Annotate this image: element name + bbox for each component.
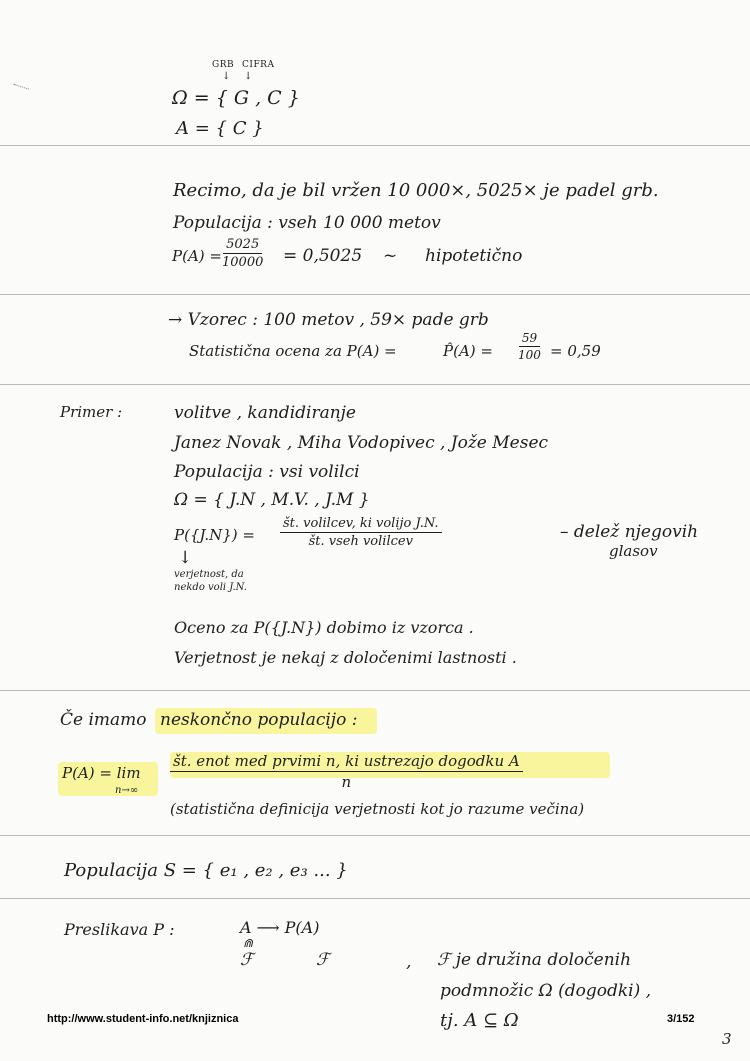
omega-equation: Ω = { G , C } <box>172 87 300 109</box>
lim-subscript: n→∞ <box>115 785 139 796</box>
ruled-line <box>0 294 750 295</box>
populacija-volilci: Populacija : vsi volilci <box>174 462 360 482</box>
verjetnost-lastnosti: Verjetnost je nekaj z določenimi lastnosti . <box>174 648 517 667</box>
frac-num: 5025 <box>223 237 262 254</box>
omega-candidates: Ω = { J.N , M.V. , J.M } <box>174 490 370 510</box>
p-jn-fraction <box>280 516 442 549</box>
footer-url[interactable]: http://www.student-info.net/knjiznica <box>47 1013 239 1025</box>
ruled-line <box>0 835 750 836</box>
cifra-arrow: ↓ <box>244 71 253 82</box>
f-symbol-right: ℱ <box>316 950 330 970</box>
ruled-line <box>0 898 750 899</box>
frac-num: št. enot med prvimi n, ki ustrezajo dogodku A <box>170 752 523 772</box>
frac-den: 100 <box>518 348 541 362</box>
grb-arrow: ↓ <box>222 71 231 82</box>
ce-imamo: Če imamo <box>60 710 147 730</box>
a-to-pa: A ⟶ P(A) <box>240 918 320 937</box>
comma: , <box>406 952 412 972</box>
frac-num: št. volilcev, ki volijo J.N. <box>280 516 442 533</box>
pa-lim: P(A) = lim <box>62 764 141 782</box>
ocena-label: Statistična ocena za P(A) = <box>189 342 397 360</box>
pa-left: P(A) = <box>172 247 222 265</box>
populacija-s: Populacija S = { e₁ , e₂ , e₃ ... } <box>64 860 348 881</box>
f-symbol-left: ℱ <box>240 950 254 970</box>
verjetnost-note-1: verjetnost, da <box>174 569 244 580</box>
f-text-2: podmnožic Ω (dogodki) , <box>440 981 652 1001</box>
recimo-line: Recimo, da je bil vržen 10 000×, 5025× je padel grb. <box>173 180 659 201</box>
frac-num: 59 <box>519 331 540 347</box>
frac-den: št. vseh volilcev <box>308 534 413 549</box>
pa-right: = 0,5025 <box>283 246 363 266</box>
ruled-line <box>0 145 750 146</box>
p-jn: P({J.N}) = <box>174 526 255 544</box>
preslikava-label: Preslikava P : <box>64 920 175 939</box>
volitve-line: volitve , kandidiranje <box>174 403 356 423</box>
statisticna-definicija: (statistična definicija verjetnosti kot jo razume večina) <box>170 800 585 818</box>
frac-den: n <box>341 773 352 791</box>
pa-fraction <box>222 237 263 270</box>
corner-page-number: 3 <box>722 1030 732 1048</box>
down-arrow: ↓ <box>178 548 193 568</box>
vzorec-line: → Vzorec : 100 metov , 59× pade grb <box>168 310 489 330</box>
frac-den: 10000 <box>222 255 264 270</box>
ruled-line <box>0 690 750 691</box>
approx-sign: ~ <box>383 246 398 266</box>
cifra-label: CIFRA <box>242 60 275 70</box>
margin-mark <box>11 84 29 98</box>
a-equation: A = { C } <box>176 118 264 139</box>
phat-fraction <box>518 331 541 362</box>
glasov-line: glasov <box>609 542 658 560</box>
tj-subset: tj. A ⊆ Ω <box>440 1010 519 1031</box>
f-text-1: ℱ je družina določenih <box>437 950 632 970</box>
populacija-line: Populacija : vseh 10 000 metov <box>173 213 441 233</box>
delez-line: – delež njegovih <box>560 522 699 542</box>
phat: P̂(A) = <box>443 342 493 360</box>
ruled-line <box>0 384 750 385</box>
neskoncno-populacijo: neskončno populacijo : <box>160 710 358 730</box>
phat-result: = 0,59 <box>550 342 601 360</box>
footer-page-number: 3/152 <box>667 1013 695 1025</box>
ocena-vzorca: Oceno za P({J.N}) dobimo iz vzorca . <box>174 618 474 637</box>
lim-fraction <box>170 752 523 791</box>
primer-label: Primer : <box>60 403 123 421</box>
kandidati-line: Janez Novak , Miha Vodopivec , Jože Mesec <box>174 433 549 453</box>
grb-label: GRB <box>212 60 235 70</box>
verjetnost-note-2: nekdo voli J.N. <box>174 582 247 593</box>
in-symbol: ⋒ <box>243 936 254 950</box>
hipoteticno: hipotetično <box>425 246 523 266</box>
